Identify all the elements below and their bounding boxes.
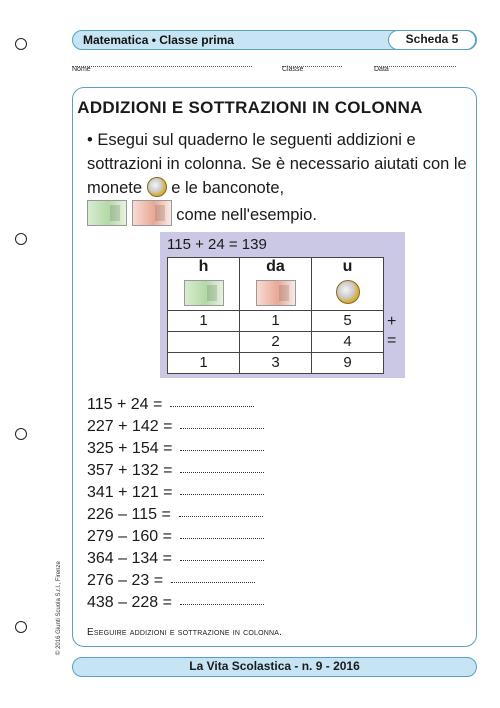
operation-text: 115 + 24 = [87,396,163,413]
instructions-part3: come nell'esempio. [176,206,317,224]
answer-line[interactable] [180,526,264,539]
answer-line[interactable] [170,394,254,407]
bullet: • [87,131,93,149]
operation-row [87,548,264,570]
binder-hole-lower [15,428,27,440]
operation-row [87,482,264,504]
operation-text: 226 – 115 = [87,506,171,523]
answer-line[interactable] [180,416,264,429]
answer-line[interactable] [180,592,264,605]
table-cell: 1 [168,311,240,332]
class-label: Classe [282,66,304,73]
operation-row [87,460,264,482]
table-cell [168,332,240,353]
sheet-label: Scheda 5 [388,30,476,50]
operation-text: 341 + 121 = [87,484,173,501]
euro-coin-icon [147,177,167,197]
column-hundreds [168,258,240,311]
operation-row [87,394,264,416]
binder-hole-top [15,38,27,50]
instructions-part1: Esegui sul quaderno le seguenti addizioni e sottrazioni in colonna. Se è necessario aiutati con le monete [87,131,467,197]
copyright-text: © 2016 Giunti Scuola S.r.l., Firenze [56,561,62,655]
operations-list [87,394,264,614]
column-tens [240,258,312,311]
name-label: Nome [72,66,91,73]
binder-hole-upper [15,233,27,245]
operation-text: 227 + 142 = [87,418,173,435]
binder-hole-bottom [15,621,27,633]
euro-coin-icon [336,280,360,304]
column-label-u: u [342,258,353,275]
table-cell: 9 [312,353,384,374]
operation-text: 364 – 134 = [87,550,172,567]
answer-line[interactable] [179,504,263,517]
column-units [312,258,384,311]
header-bar [72,30,477,50]
place-value-table [167,257,384,374]
hundred-euro-note-icon [256,280,296,306]
table-cell: 3 [240,353,312,374]
page-title: ADDIZIONI E SOTTRAZIONI IN COLONNA [77,98,423,117]
date-label: Data [374,66,389,73]
publication-footer: La Vita Scolastica - n. 9 - 2016 [72,657,477,677]
operation-row [87,416,264,438]
operation-row [87,438,264,460]
instructions [87,128,467,227]
table-cell: 2 [240,332,312,353]
operation-row [87,504,264,526]
operation-text: 276 – 23 = [87,572,164,589]
answer-line[interactable] [171,570,255,583]
table-cell: 5 [312,311,384,332]
objective-note: Eseguire addizioni e sottrazione in colonna. [87,627,283,638]
subject-label: Matematica • Classe prima [83,33,234,47]
ten-euro-note-icon [184,280,224,306]
table-cell: 4 [312,332,384,353]
operation-text: 279 – 160 = [87,528,172,545]
table-cell: 1 [168,353,240,374]
table-cell: 1 [240,311,312,332]
equals-sign: = [387,332,397,349]
example-equation: 115 + 24 = 139 [167,236,267,253]
operation-text: 357 + 132 = [87,462,173,479]
column-label-h: h [198,258,209,275]
operation-row [87,570,264,592]
ten-euro-note-icon [87,200,127,226]
answer-line[interactable] [180,460,264,473]
operation-row [87,526,264,548]
plus-sign: + [387,313,397,330]
hundred-euro-note-icon [132,200,172,226]
answer-line[interactable] [180,482,264,495]
answer-line[interactable] [180,438,264,451]
operation-text: 438 – 228 = [87,594,172,611]
column-label-da: da [266,258,285,275]
operation-row [87,592,264,614]
operation-text: 325 + 154 = [87,440,173,457]
instructions-part2: e le banconote, [171,179,285,197]
answer-line[interactable] [180,548,264,561]
